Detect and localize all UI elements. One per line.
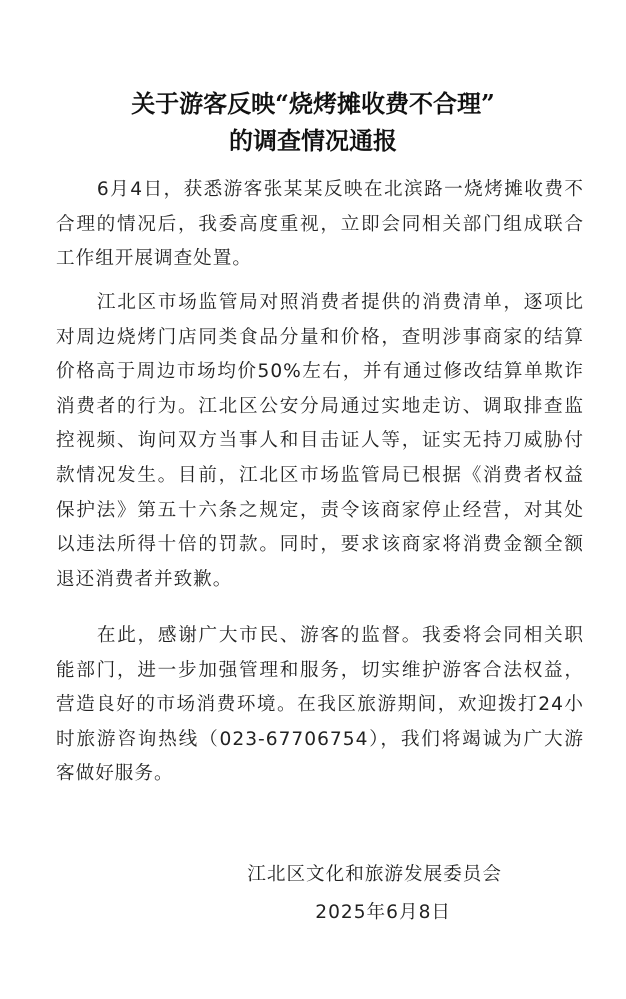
issuer-signature: 江北区文化和旅游发展委员会 <box>247 864 502 885</box>
issue-date: 2025年6月8日 <box>315 902 451 923</box>
notice-title-line-2: 的调查情况通报 <box>229 126 397 155</box>
notice-paragraph-3: 在此，感谢广大市民、游客的监督。我委将会同相关职能部门，进一步加强管理和服务，切实维护游客合法权益，营造良好的市场消费环境。在我区旅游期间，欢迎拨打24小时旅游咨询热线（023-67706754），我们将竭诚为广大游客做好服务。 <box>56 625 584 785</box>
notice-paragraph-2: 江北区市场监管局对照消费者提供的消费清单，逐项比对周边烧烤门店同类食品分量和价格，查明涉事商家的结算价格高于周边市场均价50%左右，并有通过修改结算单欺诈消费者的行为。江北区公安分局通过实地走访、调取排查监控视频、询问双方当事人和目击证人等，证实无持刀威胁付款情况发生。目前，江北区市场监管局已根据《消费者权益保护法》第五十六条之规定，责令该商家停止经营，对其处以违法所得十倍的罚款。同时，要求该商家将消费金额全额退还消费者并致歉。 <box>56 292 584 590</box>
notice-title-line-1: 关于游客反映“烧烤摊收费不合理” <box>131 89 495 118</box>
notice-paragraph-1: 6月4日，获悉游客张某某反映在北滨路一烧烤摊收费不合理的情况后，我委高度重视，立即会同相关部门组成联合工作组开展调查处置。 <box>56 179 584 270</box>
